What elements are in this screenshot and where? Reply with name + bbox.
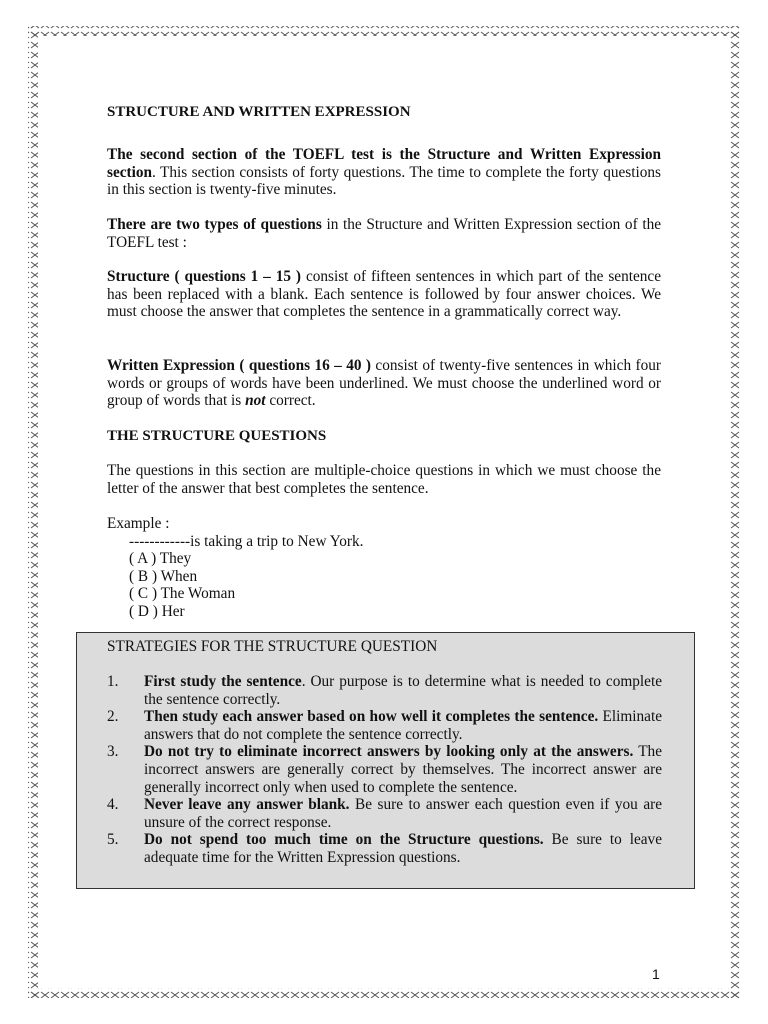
written-text-end: correct. bbox=[265, 392, 316, 410]
strategy-bold: Do not try to eliminate incorrect answers by looking only at the answers. bbox=[144, 743, 634, 761]
strategy-item bbox=[107, 708, 662, 743]
strategy-item bbox=[107, 796, 662, 831]
written-expression-paragraph bbox=[107, 357, 661, 410]
section-heading: STRUCTURE AND WRITTEN EXPRESSION bbox=[107, 104, 411, 120]
example-option-d: ( D ) Her bbox=[129, 602, 185, 620]
page-number: 1 bbox=[652, 966, 660, 982]
strategy-item bbox=[107, 743, 662, 796]
intro-bold: The second section of the TOEFL test is the Structure and Written Expression section bbox=[107, 146, 661, 181]
types-paragraph bbox=[107, 216, 661, 251]
strategy-item bbox=[107, 673, 662, 708]
strategy-number: 1. bbox=[107, 673, 119, 690]
strategy-bold: Do not spend too much time on the Structure questions. bbox=[144, 831, 544, 849]
structure-questions-paragraph: The questions in this section are multiple-choice questions in which we must choose the letter of the answer that best completes the sentence. bbox=[107, 462, 661, 497]
example-option-b: ( B ) When bbox=[129, 567, 198, 585]
strategy-item bbox=[107, 831, 662, 866]
intro-text: . This section consists of forty questions. The time to complete the forty questions in this section is twenty-five minutes. bbox=[107, 163, 661, 199]
example-sentence: ------------is taking a trip to New York. bbox=[129, 532, 364, 550]
strategy-number: 2. bbox=[107, 708, 119, 726]
structure-questions-heading: THE STRUCTURE QUESTIONS bbox=[107, 428, 327, 444]
strategy-number: 5. bbox=[107, 831, 119, 849]
written-bold: Written Expression ( questions 16 – 40 ) bbox=[107, 357, 372, 374]
strategy-text: Eliminate answers that do not complete the sentence correctly. bbox=[144, 708, 663, 743]
structure-text: consist of fifteen sentences in which part of the sentence has been replaced with a blank. Each sentence is followed by four answer choices. We must choose the answer that completes the sentence in a grammatically correct way. bbox=[107, 268, 662, 321]
written-emphasis: not bbox=[245, 392, 266, 410]
intro-paragraph bbox=[107, 146, 661, 199]
example-option-a: ( A ) They bbox=[129, 550, 192, 568]
strategy-text: Be sure to answer each question even if you are unsure of the correct response. bbox=[144, 796, 663, 831]
strategy-number: 3. bbox=[107, 743, 119, 761]
strategies-box bbox=[76, 632, 695, 889]
strategies-list bbox=[107, 673, 662, 867]
strategy-number: 4. bbox=[107, 796, 119, 814]
strategy-bold: Then study each answer based on how well it completes the sentence. bbox=[144, 708, 599, 726]
types-bold: There are two types of questions bbox=[107, 216, 322, 233]
strategies-title: STRATEGIES FOR THE STRUCTURE QUESTION bbox=[107, 638, 438, 655]
written-text: consist of twenty-five sentences in which four words or groups of words have been underlined. We must choose the underlined word or group of words that is bbox=[107, 357, 661, 410]
example-block bbox=[107, 515, 661, 621]
structure-paragraph bbox=[107, 268, 661, 321]
strategy-text: The incorrect answers are generally correct by themselves. The incorrect answer are generally incorrect only when used to complete the sentence. bbox=[144, 743, 662, 796]
types-text: in the Structure and Written Expression section of the TOEFL test : bbox=[107, 216, 662, 251]
strategy-bold: First study the sentence bbox=[144, 673, 302, 690]
example-label: Example : bbox=[107, 515, 170, 532]
strategy-bold: Never leave any answer blank. bbox=[144, 796, 350, 814]
structure-bold: Structure ( questions 1 – 15 ) bbox=[107, 268, 302, 285]
strategy-text: Be sure to leave adequate time for the Written Expression questions. bbox=[144, 831, 662, 866]
strategy-text: . Our purpose is to determine what is needed to complete the sentence correctly. bbox=[144, 673, 662, 708]
example-option-c: ( C ) The Woman bbox=[129, 585, 236, 603]
